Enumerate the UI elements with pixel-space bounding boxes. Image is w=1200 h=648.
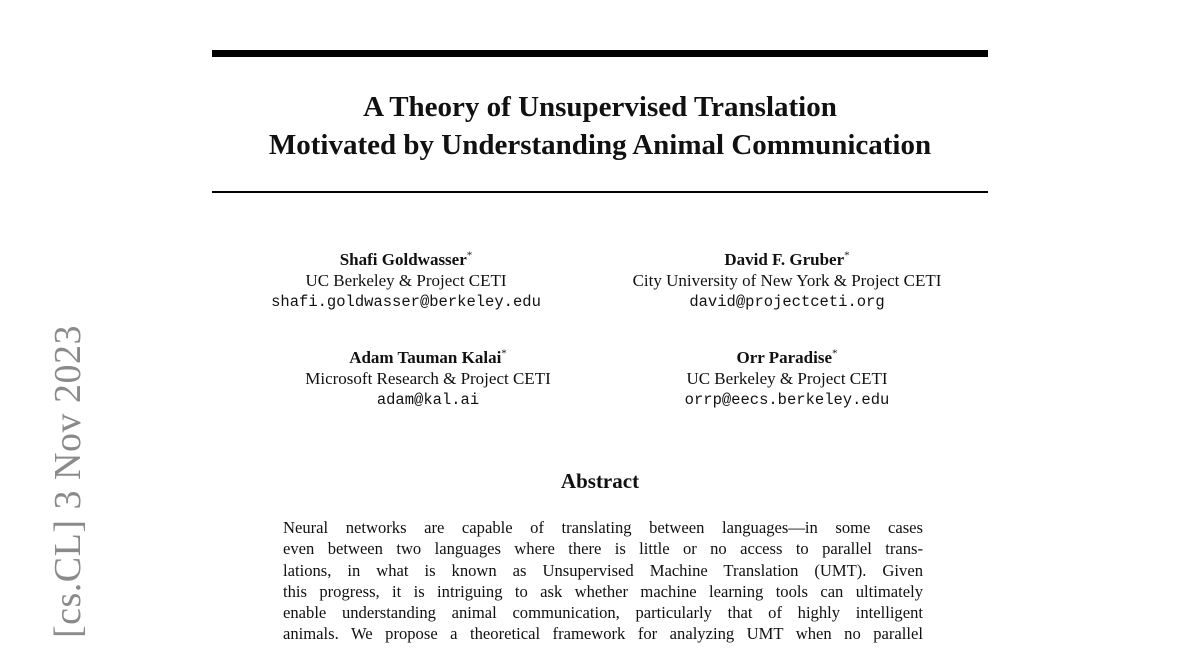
abstract-line: this progress, it is intriguing to ask whether machine learning tools can ultimately [283,581,923,601]
abstract-heading: Abstract [560,469,640,493]
author-block-4 [597,347,977,411]
author-name-wrap [597,249,977,270]
author-name: Adam Tauman Kalai [349,348,502,367]
author-footnote-mark: * [501,347,507,360]
abstract-body [283,517,923,645]
author-name: Shafi Goldwasser [339,250,467,269]
author-affiliation: UC Berkeley & Project CETI [305,271,507,290]
author-block-2 [597,249,977,313]
author-email[interactable]: adam@kal.ai [376,391,480,409]
author-block-1 [216,249,596,313]
title-rule-top [212,50,988,57]
author-block-3 [238,347,618,411]
abstract-line: animals. We propose a theoretical framework for analyzing UMT when no parallel [283,624,923,644]
abstract-line: enable understanding animal communication, particularly that of highly intelligent [283,603,923,623]
author-email[interactable]: orrp@eecs.berkeley.edu [684,391,890,409]
author-name: David F. Gruber [724,250,845,269]
author-affiliation: City University of New York & Project CETI [632,271,942,290]
author-name: Orr Paradise [736,348,833,367]
author-affiliation: Microsoft Research & Project CETI [305,369,551,388]
abstract-line: Neural networks are capable of translating between languages—in some cases [283,518,923,537]
author-email[interactable]: shafi.goldwasser@berkeley.edu [271,293,541,311]
author-footnote-mark: * [832,347,838,360]
author-footnote-mark: * [466,249,473,262]
abstract-line: lations, in what is known as Unsupervised Machine Translation (UMT). Given [283,560,923,580]
author-affiliation: UC Berkeley & Project CETI [686,369,888,388]
author-name-wrap [597,347,977,368]
abstract-line: even between two languages where there is little or no access to parallel trans- [283,539,923,559]
author-name-wrap [216,249,596,270]
arxiv-side-stamp: [cs.CL] 3 Nov 2023 [47,325,89,638]
title-line-2: Motivated by Understanding Animal Communication [268,129,932,161]
author-name-wrap [238,347,618,368]
title-rule-bottom [212,191,988,193]
title-line-1: A Theory of Unsupervised Translation [363,91,837,123]
author-footnote-mark: * [844,249,850,262]
paper-title [200,88,1000,164]
author-email[interactable]: david@projectceti.org [689,293,885,311]
